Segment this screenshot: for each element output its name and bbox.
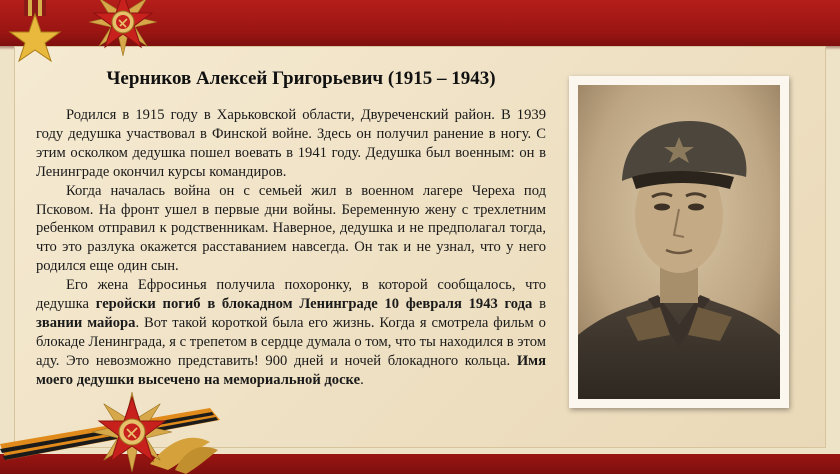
paragraph-3-part-3: . Вот такой короткой была его жизнь. Когда я смотрела фильм о блокаде Ленинграда, я с трепетом в сердце думала о том, что ты находился в этом аду. Это невозможно представить! 900 дней и ночей блокадного кольца. bbox=[36, 314, 546, 369]
rank-details: звании майора bbox=[36, 314, 136, 331]
paragraph-3-end: . bbox=[360, 371, 364, 388]
paragraph-3-part-2: в bbox=[532, 296, 546, 313]
memorial-note: Имя моего дедушки высечено на мемориальной доске bbox=[36, 352, 546, 388]
portrait-frame bbox=[569, 76, 789, 408]
bottom-decoration bbox=[0, 380, 240, 474]
paragraph-3-part-1: Его жена Ефросинья получила похоронку, в которой сообщалось, что дедушка bbox=[36, 277, 546, 313]
portrait-photo bbox=[578, 85, 780, 399]
gold-star-icon bbox=[10, 0, 60, 61]
st-george-ribbon-icon bbox=[0, 408, 220, 474]
paragraph-3 bbox=[36, 276, 546, 389]
paragraph-1: Родился в 1915 году в Харьковской области, Двуреченский район. В 1939 году дедушка участвовал в Финской войне. Здесь он получил ранение в ногу. С этим осколком дедушка пошел воевать в 1941 году. Дедушка был военным: он в Ленинграде окончил курсы командиров. bbox=[36, 107, 546, 180]
death-details: геройски погиб в блокадном Ленинграде 10 февраля 1943 года bbox=[95, 296, 533, 313]
order-of-patriotic-war-icon bbox=[89, 0, 157, 56]
paragraph-2: Когда началась война он с семьей жил в военном лагере Череха под Псковом. На фронт ушел в первые дни войны. Беременную жену с трехлетним ребенком отправил к родственникам. Наверное, дедушка и не предполагал тогда, что это разлука окажется расставанием навсегда. Он так и не узнал, что у него родился еще один сын. bbox=[36, 182, 546, 275]
order-of-patriotic-war-icon bbox=[92, 392, 172, 472]
biography-text bbox=[36, 106, 546, 390]
page-title: Черников Алексей Григорьевич (1915 – 1943) bbox=[106, 68, 496, 89]
